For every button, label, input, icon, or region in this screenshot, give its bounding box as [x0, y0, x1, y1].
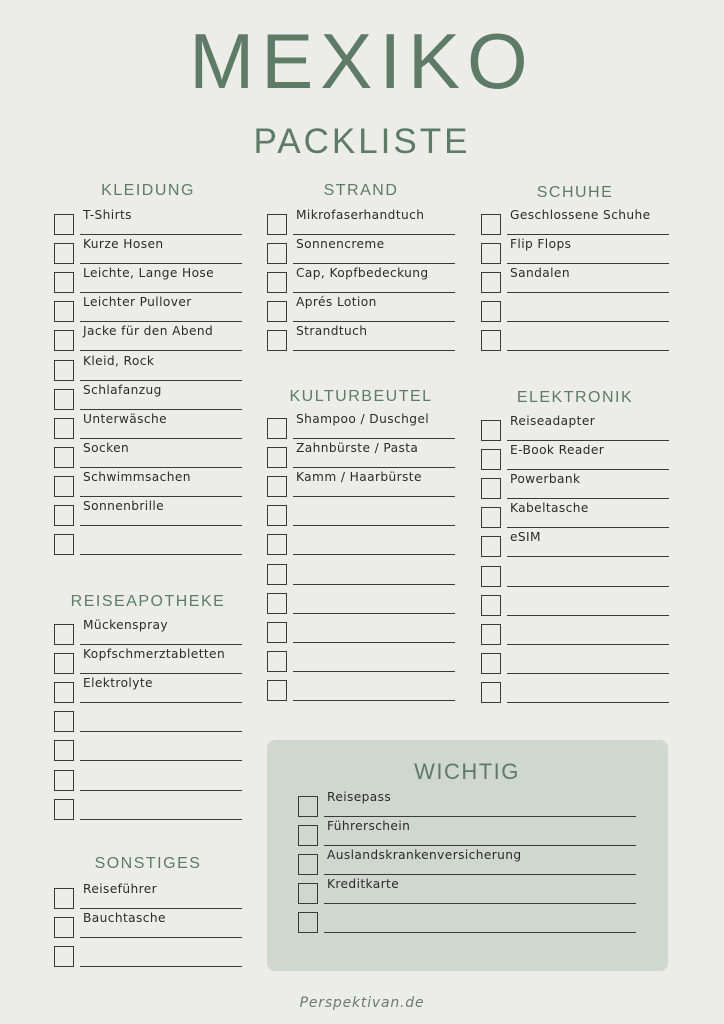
- checklist-item: [481, 414, 669, 443]
- item-label: Zahnbürste / Pasta: [296, 441, 419, 456]
- write-line: [80, 263, 242, 264]
- write-line: [80, 702, 242, 703]
- item-label: Aprés Lotion: [296, 295, 377, 310]
- item-label: Cap, Kopfbedeckung: [296, 266, 429, 281]
- checkbox[interactable]: [481, 449, 501, 470]
- checkbox[interactable]: [54, 272, 74, 293]
- write-line: [80, 350, 242, 351]
- write-line: [324, 845, 636, 846]
- checklist-item: [54, 383, 242, 412]
- checklist-item: [54, 266, 242, 295]
- checkbox[interactable]: [267, 272, 287, 293]
- write-line: [293, 525, 455, 526]
- checkbox[interactable]: [54, 301, 74, 322]
- checklist-item: [267, 587, 455, 616]
- checkbox[interactable]: [481, 507, 501, 528]
- checkbox[interactable]: [481, 653, 501, 674]
- checklist-item: [267, 295, 455, 324]
- write-line: [507, 321, 669, 322]
- item-label: Sandalen: [510, 266, 570, 281]
- item-label: Strandtuch: [296, 324, 368, 339]
- checklist-item: [481, 589, 669, 618]
- checklist-item: [481, 560, 669, 589]
- checklist-item: [267, 237, 455, 266]
- write-line: [507, 469, 669, 470]
- write-line: [293, 234, 455, 235]
- checklist-item: [54, 734, 242, 763]
- checkbox[interactable]: [298, 883, 318, 904]
- checklist-item: [298, 848, 636, 877]
- section-title-schuhe: SCHUHE: [536, 184, 614, 201]
- footer-credit: Perspektivan.de: [299, 995, 425, 1011]
- write-line: [507, 440, 669, 441]
- write-line: [80, 467, 242, 468]
- checklist-item: [54, 882, 242, 911]
- checklist-item: [54, 412, 242, 441]
- write-line: [293, 438, 455, 439]
- checklist-item: [298, 877, 636, 906]
- item-label: Leichter Pullover: [83, 295, 192, 310]
- write-line: [80, 438, 242, 439]
- item-label: E-Book Reader: [510, 443, 605, 458]
- item-label: Kreditkarte: [327, 877, 400, 892]
- item-label: Flip Flops: [510, 237, 572, 252]
- write-line: [324, 903, 636, 904]
- checkbox[interactable]: [54, 243, 74, 264]
- checklist-item: [54, 676, 242, 705]
- checkbox[interactable]: [267, 447, 287, 468]
- item-label: Geschlossene Schuhe: [510, 208, 651, 222]
- item-label: Leichte, Lange Hose: [83, 266, 215, 281]
- write-line: [293, 642, 455, 643]
- checkbox[interactable]: [481, 478, 501, 499]
- checklist-item: [267, 558, 455, 587]
- write-line: [507, 673, 669, 674]
- checklist-item: [267, 499, 455, 528]
- checkbox[interactable]: [54, 389, 74, 410]
- item-label: Bauchtasche: [83, 911, 166, 926]
- checkbox[interactable]: [267, 330, 287, 351]
- checkbox[interactable]: [267, 301, 287, 322]
- item-label: Sonnencreme: [296, 237, 385, 252]
- checklist-item: [481, 237, 669, 266]
- checklist-item: [298, 819, 636, 848]
- checkbox[interactable]: [54, 653, 74, 674]
- checkbox[interactable]: [267, 418, 287, 439]
- write-line: [80, 380, 242, 381]
- checkbox[interactable]: [54, 534, 74, 555]
- item-label: Sonnenbrille: [83, 499, 165, 513]
- write-line: [80, 819, 242, 820]
- write-line: [507, 586, 669, 587]
- write-line: [80, 673, 242, 674]
- write-line: [293, 700, 455, 701]
- checkbox[interactable]: [481, 682, 501, 703]
- checkbox[interactable]: [267, 534, 287, 555]
- checkbox[interactable]: [267, 505, 287, 526]
- write-line: [80, 554, 242, 555]
- write-line: [293, 496, 455, 497]
- checkbox[interactable]: [267, 651, 287, 672]
- item-label: eSIM: [510, 530, 541, 545]
- section-title-kleidung: KLEIDUNG: [101, 182, 195, 199]
- write-line: [324, 816, 636, 817]
- write-line: [80, 409, 242, 410]
- section-title-strand: STRAND: [323, 182, 399, 199]
- write-line: [293, 613, 455, 614]
- section-title-sonstiges: SONSTIGES: [94, 855, 202, 872]
- checkbox[interactable]: [481, 243, 501, 264]
- checklist-item: [481, 324, 669, 353]
- item-label: T-Shirts: [83, 208, 132, 222]
- checklist-item: [267, 441, 455, 470]
- write-line: [293, 467, 455, 468]
- checklist-item: [54, 499, 242, 528]
- checklist-item: [298, 906, 636, 935]
- item-label: Kleid, Rock: [83, 353, 155, 368]
- checkbox[interactable]: [267, 564, 287, 585]
- checklist-item: [481, 618, 669, 647]
- checklist-item: [267, 412, 455, 441]
- checklist-item: [481, 472, 669, 501]
- write-line: [80, 731, 242, 732]
- checklist-item: [54, 295, 242, 324]
- checklist-item: [267, 266, 455, 295]
- write-line: [507, 527, 669, 528]
- checkbox[interactable]: [267, 243, 287, 264]
- checkbox[interactable]: [54, 888, 74, 909]
- checklist-item: [267, 645, 455, 674]
- item-label: Schlafanzug: [83, 382, 162, 397]
- checkbox[interactable]: [481, 595, 501, 616]
- item-label: Auslandskrankenversicherung: [327, 848, 522, 863]
- item-label: Kamm / Haarbürste: [296, 470, 422, 485]
- section-title-elektronik: ELEKTRONIK: [516, 389, 634, 406]
- checkbox[interactable]: [267, 214, 287, 235]
- section-title-reiseapotheke: REISEAPOTHEKE: [70, 593, 226, 610]
- checklist-item: [481, 647, 669, 676]
- checkbox[interactable]: [267, 680, 287, 701]
- checklist-item: [267, 616, 455, 645]
- item-label: Shampoo / Duschgel: [296, 412, 430, 426]
- checklist-item: [54, 324, 242, 353]
- checkbox[interactable]: [267, 476, 287, 497]
- checkbox[interactable]: [54, 360, 74, 381]
- checkbox[interactable]: [54, 740, 74, 761]
- checkbox[interactable]: [481, 272, 501, 293]
- write-line: [507, 234, 669, 235]
- write-line: [507, 498, 669, 499]
- checklist-item: [54, 354, 242, 383]
- page-title: MEXIKO: [189, 17, 535, 105]
- checklist-item: [54, 940, 242, 969]
- checklist-item: [267, 208, 455, 237]
- checkbox[interactable]: [54, 946, 74, 967]
- checkbox[interactable]: [481, 624, 501, 645]
- checkbox[interactable]: [54, 505, 74, 526]
- write-line: [507, 702, 669, 703]
- write-line: [80, 234, 242, 235]
- checkbox[interactable]: [298, 796, 318, 817]
- checkbox[interactable]: [481, 420, 501, 441]
- write-line: [507, 292, 669, 293]
- checklist-item: [54, 647, 242, 676]
- write-line: [293, 350, 455, 351]
- write-line: [293, 671, 455, 672]
- checkbox[interactable]: [54, 330, 74, 351]
- checklist-item: [481, 530, 669, 559]
- checkbox[interactable]: [481, 301, 501, 322]
- checklist-item: [54, 764, 242, 793]
- item-label: Jacke für den Abend: [83, 324, 214, 339]
- write-line: [507, 615, 669, 616]
- checkbox[interactable]: [481, 566, 501, 587]
- checkbox[interactable]: [298, 854, 318, 875]
- write-line: [80, 760, 242, 761]
- write-line: [507, 644, 669, 645]
- checkbox[interactable]: [54, 711, 74, 732]
- page-subtitle: PACKLISTE: [253, 122, 471, 161]
- write-line: [80, 908, 242, 909]
- item-label: Schwimmsachen: [83, 469, 191, 484]
- checkbox[interactable]: [54, 917, 74, 938]
- checkbox[interactable]: [267, 622, 287, 643]
- item-label: Reisepass: [327, 790, 392, 804]
- checklist-item: [481, 501, 669, 530]
- checklist-item: [54, 705, 242, 734]
- checkbox[interactable]: [481, 330, 501, 351]
- checkbox[interactable]: [267, 593, 287, 614]
- write-line: [80, 937, 242, 938]
- checklist-item: [54, 237, 242, 266]
- checklist-item: [267, 528, 455, 557]
- checklist-item: [298, 790, 636, 819]
- write-line: [293, 554, 455, 555]
- item-label: Kurze Hosen: [83, 237, 164, 252]
- item-label: Powerbank: [510, 472, 581, 487]
- write-line: [80, 966, 242, 967]
- write-line: [80, 496, 242, 497]
- checklist-item: [267, 470, 455, 499]
- checkbox[interactable]: [54, 770, 74, 791]
- write-line: [507, 350, 669, 351]
- checkbox[interactable]: [54, 682, 74, 703]
- checklist-item: [481, 676, 669, 705]
- checkbox[interactable]: [54, 418, 74, 439]
- write-line: [324, 932, 636, 933]
- section-title-wichtig: WICHTIG: [414, 759, 520, 784]
- checkbox[interactable]: [54, 476, 74, 497]
- checklist-item: [54, 208, 242, 237]
- write-line: [80, 525, 242, 526]
- checkbox[interactable]: [298, 825, 318, 846]
- checklist-item: [54, 528, 242, 557]
- write-line: [80, 790, 242, 791]
- checkbox[interactable]: [481, 536, 501, 557]
- item-label: Kabeltasche: [510, 501, 589, 516]
- write-line: [507, 263, 669, 264]
- item-label: Mückenspray: [83, 618, 168, 632]
- item-label: Führerschein: [327, 819, 411, 834]
- write-line: [507, 556, 669, 557]
- checklist-item: [267, 674, 455, 703]
- write-line: [293, 321, 455, 322]
- checklist-item: [267, 324, 455, 353]
- item-label: Mikrofaserhandtuch: [296, 208, 425, 222]
- write-line: [293, 292, 455, 293]
- checklist-item: [481, 208, 669, 237]
- item-label: Socken: [83, 440, 130, 455]
- write-line: [80, 292, 242, 293]
- checklist-item: [481, 266, 669, 295]
- checklist-item: [54, 911, 242, 940]
- write-line: [80, 321, 242, 322]
- item-label: Reiseadapter: [510, 414, 596, 428]
- write-line: [324, 874, 636, 875]
- write-line: [293, 584, 455, 585]
- checkbox[interactable]: [298, 912, 318, 933]
- checklist-item: [54, 618, 242, 647]
- checkbox[interactable]: [54, 214, 74, 235]
- checkbox[interactable]: [54, 799, 74, 820]
- checklist-item: [54, 470, 242, 499]
- section-title-kulturbeutel: KULTURBEUTEL: [289, 388, 433, 405]
- write-line: [80, 644, 242, 645]
- item-label: Elektrolyte: [83, 676, 153, 691]
- item-label: Unterwäsche: [83, 411, 168, 426]
- checkbox[interactable]: [54, 447, 74, 468]
- item-label: Reiseführer: [83, 882, 158, 896]
- checklist-item: [54, 793, 242, 822]
- checkbox[interactable]: [54, 624, 74, 645]
- checklist-item: [481, 443, 669, 472]
- item-label: Kopfschmerztabletten: [83, 647, 226, 662]
- checkbox[interactable]: [481, 214, 501, 235]
- checklist-item: [54, 441, 242, 470]
- checklist-item: [481, 295, 669, 324]
- write-line: [293, 263, 455, 264]
